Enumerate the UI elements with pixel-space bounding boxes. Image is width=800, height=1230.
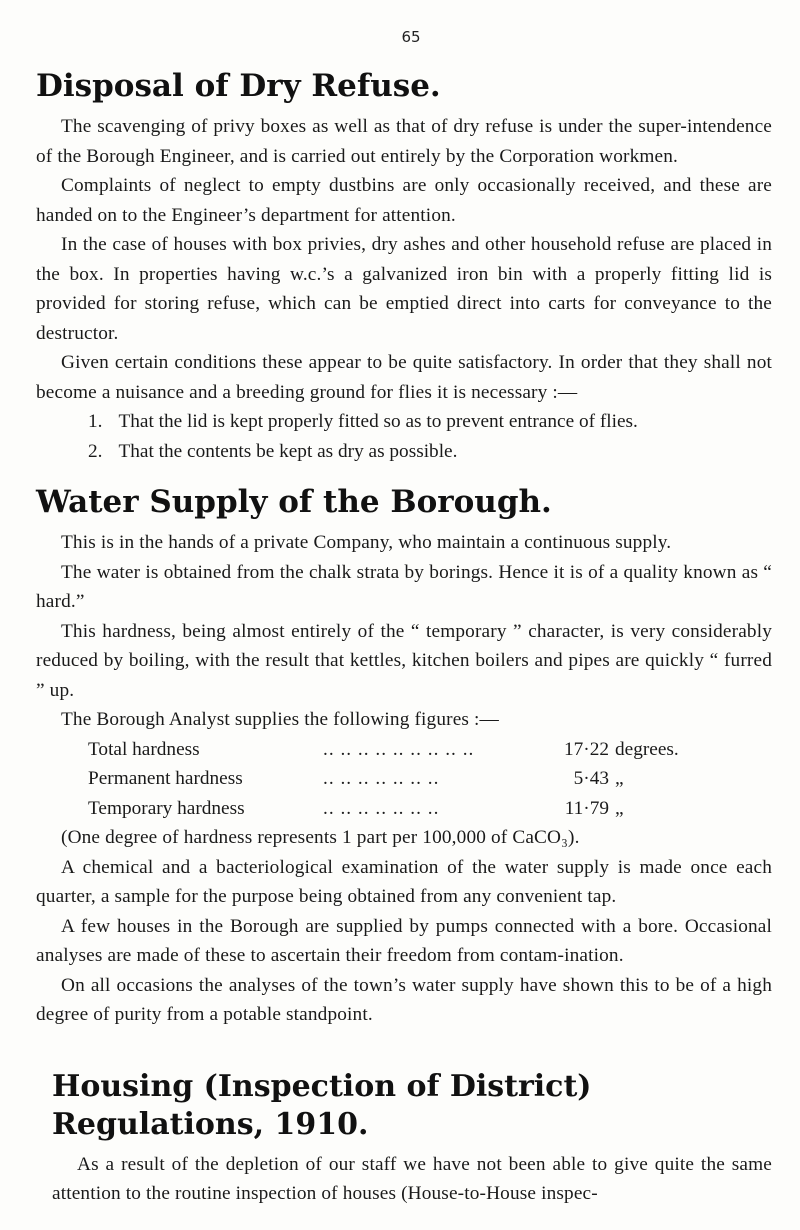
figure-label: Temporary hardness	[88, 797, 245, 819]
hardness-figures-table	[88, 735, 748, 824]
figure-label: Permanent hardness	[88, 768, 243, 789]
figure-label: Total hardness	[88, 738, 200, 760]
paragraph: Complaints of neglect to empty dustbins are only occasionally received, and these are handed on to the Engineer’s department for attention.	[36, 175, 772, 226]
section-housing	[36, 1068, 772, 1209]
list-item	[36, 407, 772, 437]
section-title-housing	[52, 1068, 772, 1144]
paragraph: In the case of houses with box privies, dry ashes and other household refuse are placed in the box. In properties having w.c.’s a galvanized iron bin with a properly fitting lid is provided for storing refuse, which can be emptied direct into carts for conveyance to the destructor.	[36, 234, 772, 344]
paragraph: The scavenging of privy boxes as well as that of dry refuse is under the super-intendence of the Borough Engineer, and is carried out entirely by the Corporation workmen.	[36, 116, 772, 167]
figure-leader-dots: .. .. .. .. .. .. ..	[323, 797, 440, 819]
table-row	[88, 735, 748, 765]
paragraph: The Borough Analyst supplies the following figures :—	[61, 709, 499, 730]
figure-value: 17·22	[564, 738, 609, 760]
figure-unit: „	[615, 797, 624, 819]
list-item-text: That the contents be kept as dry as possible.	[118, 440, 458, 462]
section-title-water-supply: Water Supply of the Borough.	[36, 484, 552, 520]
list-item-number: 1.	[88, 411, 103, 432]
section-title-housing-line2: Regulations, 1910.	[52, 1106, 369, 1142]
figure-value: 5·43	[573, 768, 609, 789]
table-row	[88, 764, 748, 794]
section-dry-refuse	[36, 66, 772, 466]
figure-unit: degrees.	[615, 738, 679, 760]
list-item-number: 2.	[88, 440, 103, 462]
document-page	[36, 28, 772, 1209]
section-title-dry-refuse: Disposal of Dry Refuse.	[36, 68, 441, 104]
paragraph: This is in the hands of a private Company, who maintain a continuous supply.	[61, 532, 672, 553]
section-water-supply	[36, 482, 772, 1030]
figure-unit: „	[615, 768, 624, 789]
list-item-text: That the lid is kept properly fitted so as to prevent entrance of flies.	[118, 411, 638, 432]
figure-leader-dots: .. .. .. .. .. .. ..	[323, 768, 440, 789]
paragraph: On all occasions the analyses of the town’s water supply have shown this to be of a high degree of purity from a potable standpoint.	[36, 974, 772, 1025]
list-item	[36, 437, 772, 467]
table-row	[88, 794, 748, 824]
figure-value: 11·79	[564, 797, 609, 819]
housing-body	[52, 1150, 772, 1209]
paragraph: (One degree of hardness represents 1 part per 100,000 of CaCO₃).	[61, 827, 580, 848]
paragraph: As a result of the depletion of our staff we have not been able to give quite the same attention to the routine inspection of houses (House-to-House inspec-	[52, 1153, 772, 1204]
page-number: 65	[401, 28, 421, 46]
paragraph: The water is obtained from the chalk strata by borings. Hence it is of a quality known as “ hard.”	[36, 561, 772, 612]
paragraph: This hardness, being almost entirely of the “ temporary ” character, is very considerably reduced by boiling, with the result that kettles, kitchen boilers and pipes are quickly “ furred ” up.	[36, 620, 772, 701]
section-title-housing-line1: Housing (Inspection of District)	[52, 1068, 592, 1104]
figure-leader-dots: .. .. .. .. .. .. .. .. ..	[323, 738, 475, 760]
paragraph: A chemical and a bacteriological examination of the water supply is made once each quarter, a sample for the purpose being obtained from any convenient tap.	[36, 856, 772, 907]
paragraph: A few houses in the Borough are supplied by pumps connected with a bore. Occasional analyses are made of these to ascertain their freedom from contam-ination.	[36, 915, 772, 966]
paragraph: Given certain conditions these appear to be quite satisfactory. In order that they shall not become a nuisance and a breeding ground for flies it is necessary :—	[36, 352, 772, 403]
